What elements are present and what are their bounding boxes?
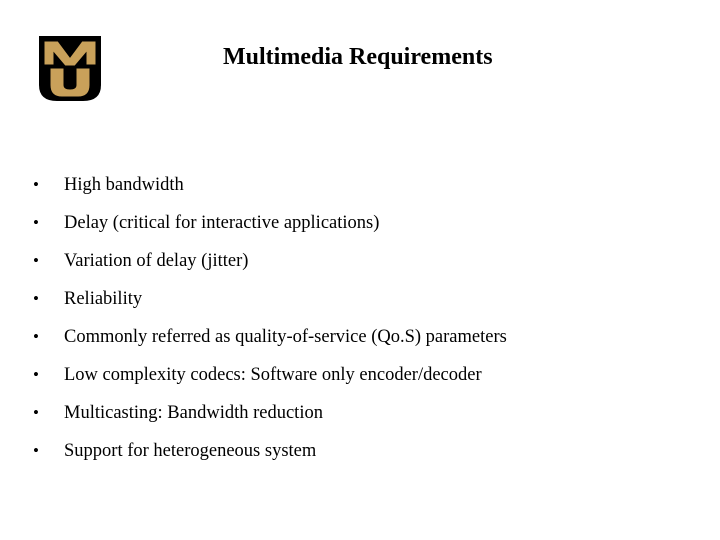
bullet-item bbox=[33, 284, 507, 322]
bullet-marker: • bbox=[33, 251, 39, 270]
bullet-item bbox=[33, 436, 507, 474]
bullet-text: Reliability bbox=[64, 289, 143, 309]
bullet-list bbox=[33, 170, 507, 474]
bullet-item bbox=[33, 398, 507, 436]
bullet-marker: • bbox=[33, 213, 39, 232]
bullet-marker: • bbox=[33, 441, 39, 460]
bullet-text: Variation of delay (jitter) bbox=[64, 251, 249, 271]
bullet-marker: • bbox=[33, 175, 39, 194]
mu-logo-icon bbox=[38, 35, 102, 103]
bullet-text: Commonly referred as quality-of-service (Qo.S) parameters bbox=[64, 327, 507, 347]
bullet-text: Delay (critical for interactive applications) bbox=[64, 213, 380, 233]
bullet-marker: • bbox=[33, 403, 39, 422]
bullet-text: Multicasting: Bandwidth reduction bbox=[64, 403, 323, 423]
bullet-marker: • bbox=[33, 365, 39, 384]
bullet-item bbox=[33, 246, 507, 284]
bullet-item bbox=[33, 360, 507, 398]
bullet-marker: • bbox=[33, 289, 39, 308]
bullet-item bbox=[33, 170, 507, 208]
bullet-text: Low complexity codecs: Software only encoder/decoder bbox=[64, 365, 482, 385]
bullet-text: Support for heterogeneous system bbox=[64, 441, 317, 461]
bullet-text: High bandwidth bbox=[64, 175, 184, 195]
bullet-item bbox=[33, 208, 507, 246]
bullet-marker: • bbox=[33, 327, 39, 346]
bullet-item bbox=[33, 322, 507, 360]
slide-title: Multimedia Requirements bbox=[223, 44, 493, 70]
